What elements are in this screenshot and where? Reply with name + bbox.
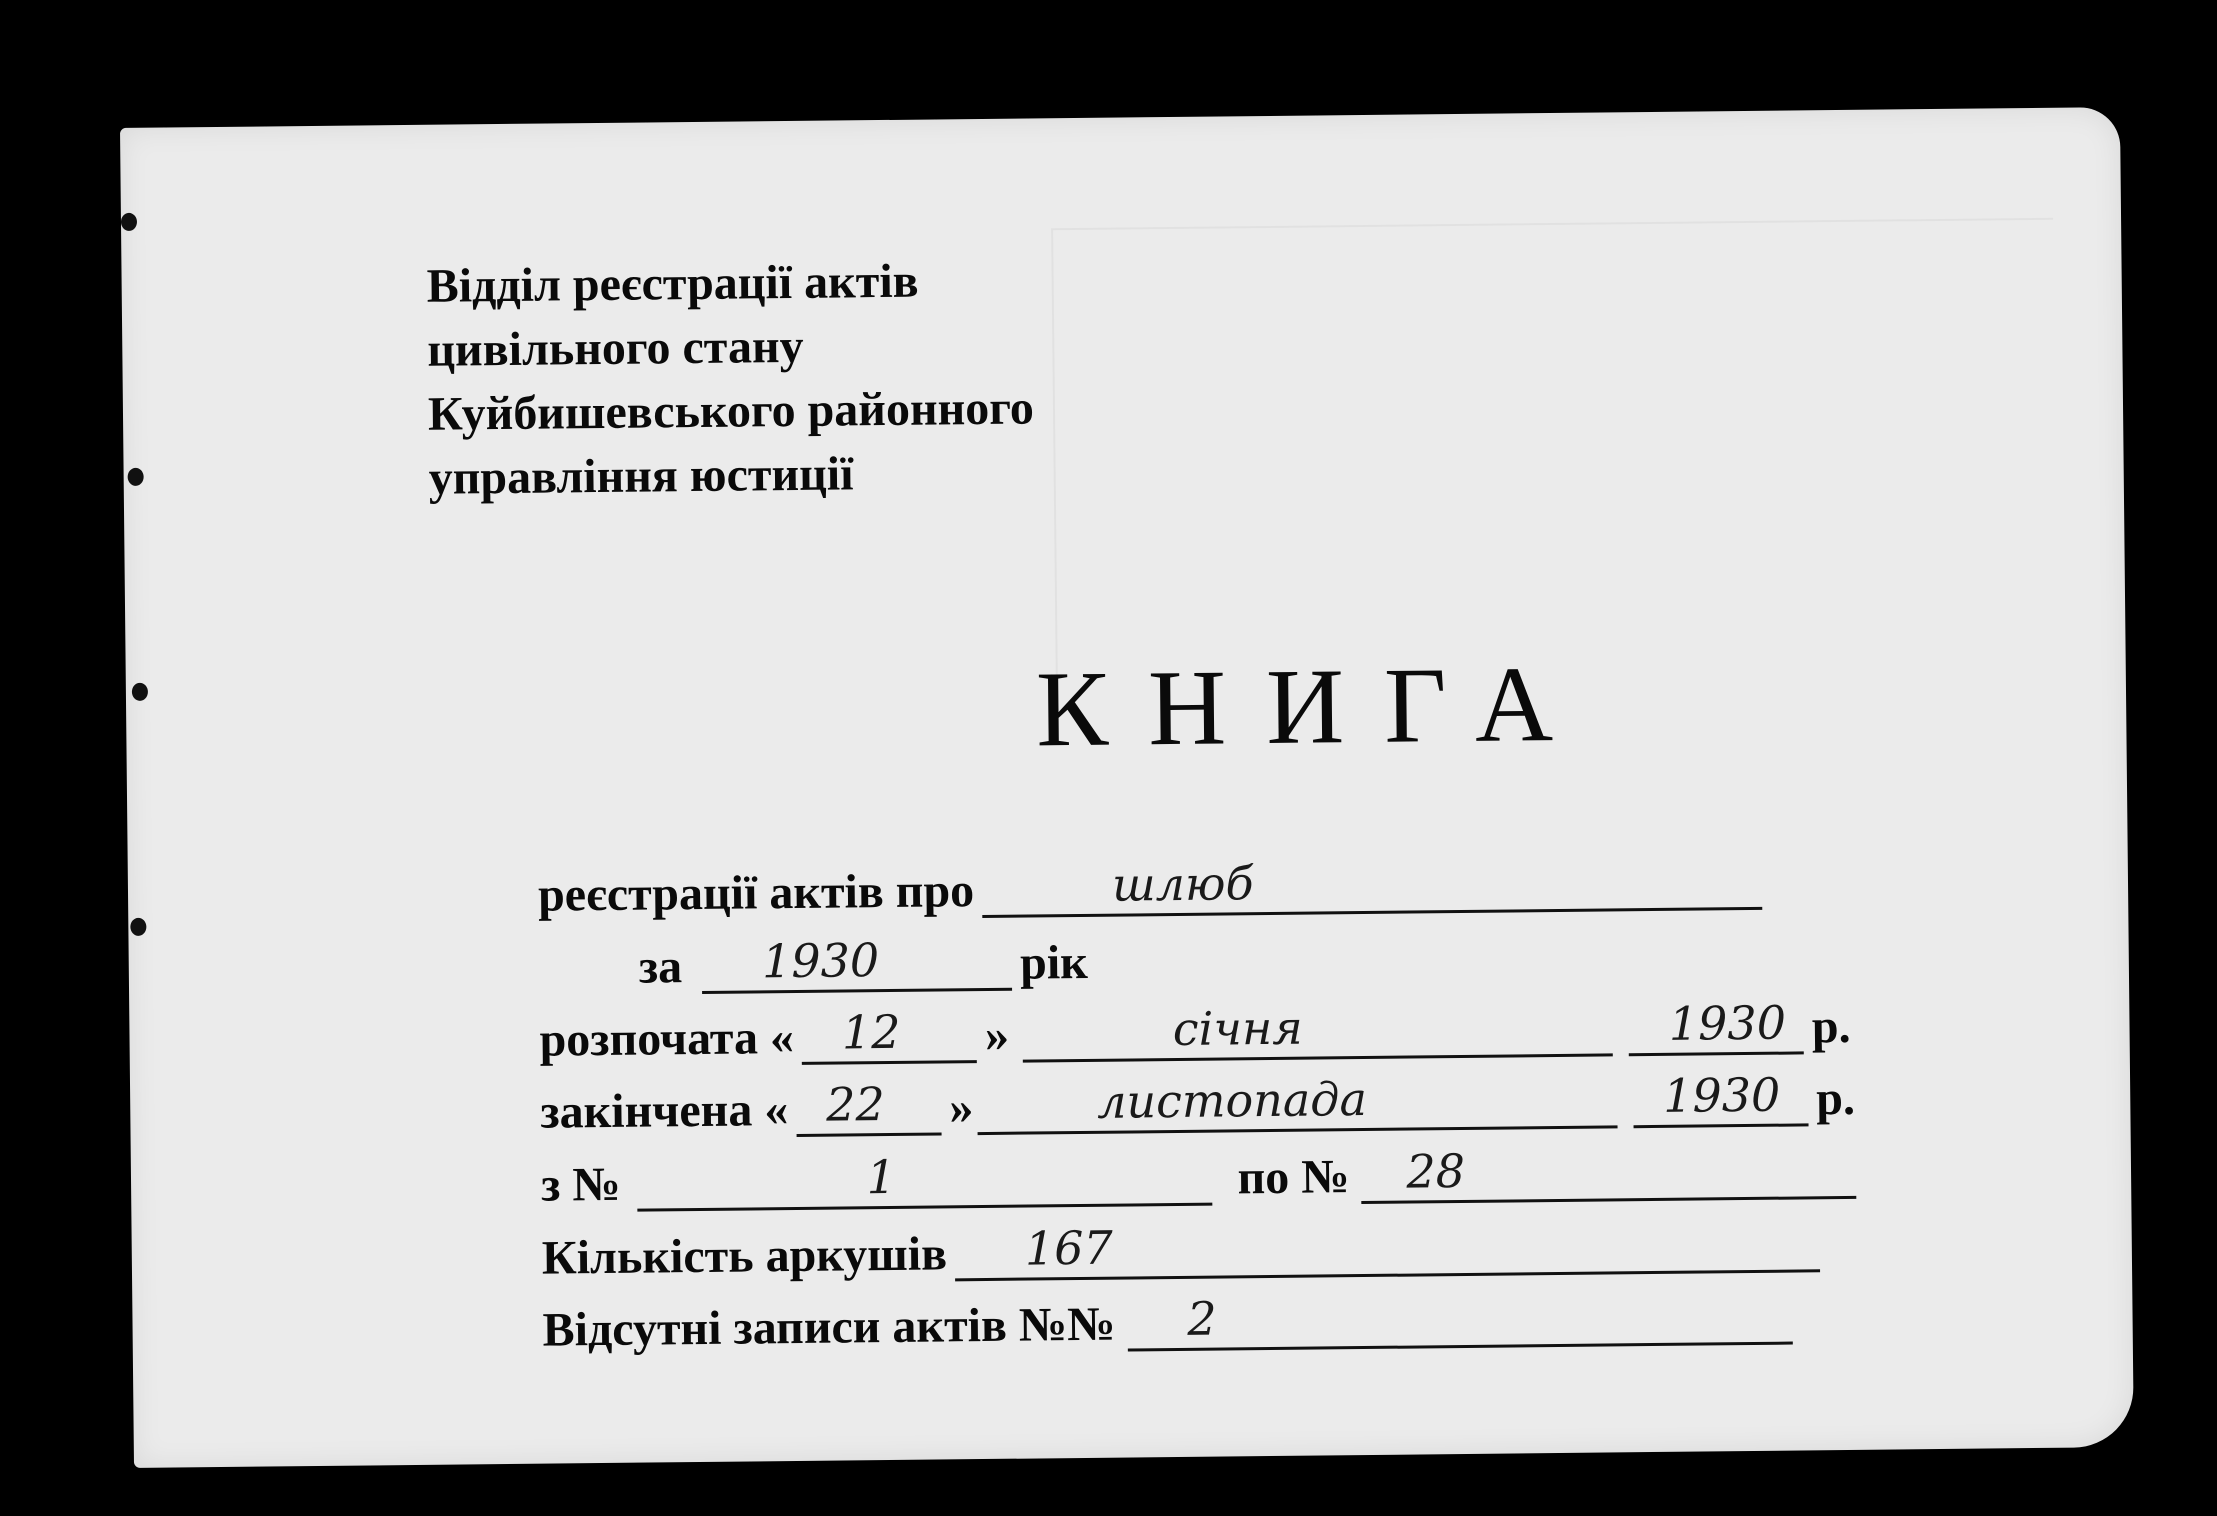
started-year-value: 1930 (1668, 995, 1787, 1051)
missing-records-field[interactable] (1127, 1288, 1793, 1352)
started-month-field[interactable] (1023, 999, 1614, 1062)
missing-records-value: 2 (1187, 1291, 1217, 1346)
ended-year-field[interactable] (1633, 1069, 1809, 1128)
started-label: розпочата « (539, 1010, 795, 1067)
ended-year-value: 1930 (1662, 1067, 1781, 1123)
issuing-office-header (426, 248, 1034, 510)
ended-day-value: 22 (825, 1077, 886, 1132)
header-line-1: Відділ реєстрації актів (426, 254, 919, 313)
to-number-field[interactable] (1361, 1142, 1857, 1204)
sheet-count-field[interactable] (955, 1215, 1821, 1281)
missing-records-label: Відсутні записи актів №№ (542, 1297, 1116, 1357)
document-page (120, 107, 2134, 1468)
to-number-label: по № (1237, 1150, 1350, 1205)
year-suffix: рік (1019, 935, 1089, 990)
punch-hole-4 (130, 918, 146, 936)
started-day-field[interactable] (802, 1006, 978, 1065)
from-number-label: з № (540, 1157, 621, 1212)
started-month-value: січня (1172, 1000, 1304, 1057)
ended-year-abbr: р. (1815, 1071, 1856, 1126)
book-title: КНИГА (1035, 644, 1594, 770)
from-number-value: 1 (866, 1149, 897, 1205)
ended-day-field[interactable] (796, 1078, 942, 1137)
row-number-range (541, 1135, 1865, 1213)
header-line-4: управління юстиції (428, 447, 854, 505)
punch-hole-2 (128, 468, 144, 486)
header-line-3: Куйбишевського районного (427, 381, 1035, 441)
row-ended (540, 1062, 1855, 1140)
row-missing-records (542, 1280, 1800, 1357)
registration-type-field[interactable] (982, 853, 1763, 918)
to-number-value: 28 (1406, 1143, 1466, 1199)
year-prefix: за (638, 940, 683, 994)
sheet-count-label: Кількість аркушів (541, 1227, 948, 1285)
row-started (539, 990, 1851, 1068)
ended-quote-close: » (948, 1081, 974, 1135)
ended-month-field[interactable] (977, 1071, 1618, 1135)
punch-hole-1 (121, 213, 137, 231)
sheet-count-value: 167 (1024, 1220, 1114, 1276)
row-year (638, 926, 1088, 995)
started-year-abbr: р. (1811, 999, 1851, 1054)
year-field[interactable] (702, 934, 1013, 994)
from-number-field[interactable] (636, 1149, 1212, 1212)
started-day-value: 12 (841, 1004, 901, 1060)
started-quote-close: » (984, 1008, 1010, 1062)
started-year-field[interactable] (1629, 997, 1805, 1056)
registration-label: реєстрації актів про (537, 864, 975, 922)
row-registration-type (538, 846, 1771, 923)
row-sheet-count (541, 1208, 1828, 1285)
ended-month-value: листопада (1096, 1071, 1368, 1129)
ended-label: закінчена « (540, 1083, 789, 1139)
registration-type-value: шлюб (1111, 856, 1254, 912)
punch-hole-3 (132, 683, 148, 701)
year-value: 1930 (761, 933, 880, 989)
header-line-2: цивільного стану (427, 319, 804, 377)
